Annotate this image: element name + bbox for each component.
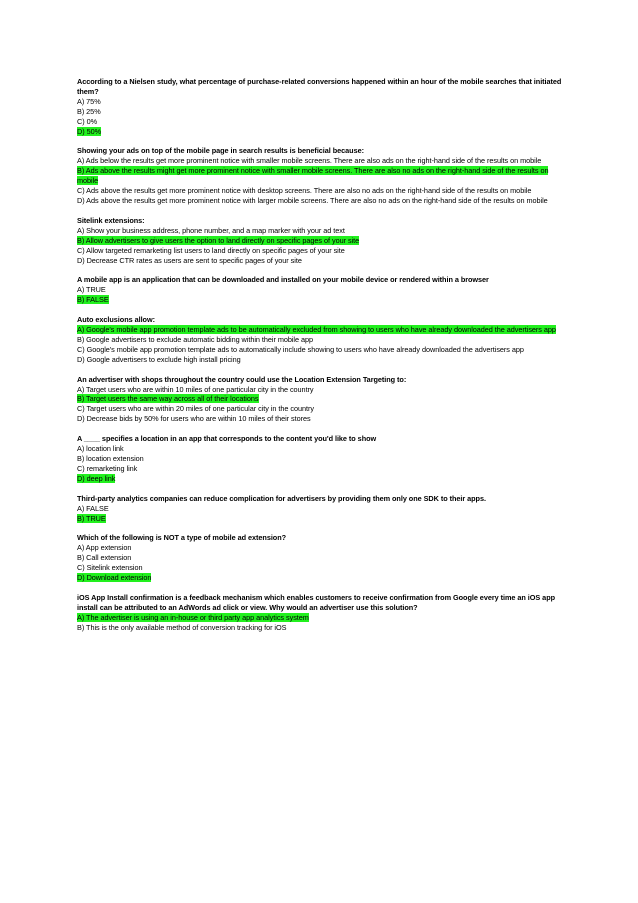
answer-option-text: C) Ads above the results get more prominent notice with desktop screens. There are also no ads on the right-hand side of the results on mobile	[77, 186, 532, 196]
question-text: iOS App Install confirmation is a feedback mechanism which enables customers to receive confirmation from Google every time an iOS app install can be attributed to an AdWords ad click or view. Why would an advertiser use this solution?	[77, 592, 556, 612]
question-text: Third-party analytics companies can reduce complication for advertisers by providing them only one SDK to their apps.	[77, 493, 486, 503]
answer-option	[77, 623, 565, 633]
correct-answer-option	[77, 514, 565, 524]
question-text: Sitelink extensions:	[77, 215, 145, 225]
answer-option	[77, 404, 565, 414]
question-block	[77, 434, 565, 484]
question-text: A mobile app is an application that can be downloaded and installed on your mobile device or rendered within a browser	[77, 275, 489, 285]
correct-answer-option	[77, 573, 565, 583]
answer-option-text: A) App extension	[77, 543, 132, 553]
answer-option	[77, 563, 565, 573]
answer-option-text: C) Target users who are within 20 miles of one particular city in the country	[77, 404, 314, 414]
correct-answer-option	[77, 613, 565, 623]
answer-option	[77, 355, 565, 365]
answer-option	[77, 186, 565, 196]
answer-option	[77, 543, 565, 553]
answer-option-text: D) deep link	[77, 473, 116, 483]
answer-option-text: C) Google's mobile app promotion template ads to automatically include showing to users who have already downloaded the advertisers app	[77, 344, 524, 354]
question-block	[77, 494, 565, 524]
quiz-content	[77, 77, 565, 643]
answer-option-text: A) TRUE	[77, 285, 106, 295]
answer-option-text: D) Google advertisers to exclude high install pricing	[77, 354, 241, 364]
question-text: A ____ specifies a location in an app that corresponds to the content you'd like to show	[77, 434, 377, 444]
answer-option	[77, 345, 565, 355]
answer-option	[77, 97, 565, 107]
answer-option-text: B) 25%	[77, 106, 101, 116]
correct-answer-option	[77, 127, 565, 137]
answer-option	[77, 107, 565, 117]
answer-option-text: A) Show your business address, phone number, and a map marker with your ad text	[77, 225, 345, 235]
answer-option	[77, 196, 565, 206]
answer-option-text: A) Ads below the results get more prominent notice with smaller mobile screens. There are also ads on the right-hand side of the results on mobile	[77, 156, 542, 166]
answer-option-text: D) Decrease bids by 50% for users who are within 10 miles of their stores	[77, 414, 311, 424]
answer-option-text: C) remarketing link	[77, 463, 138, 473]
answer-option	[77, 504, 565, 514]
correct-answer-option	[77, 236, 565, 246]
answer-option	[77, 553, 565, 563]
answer-option-text: A) FALSE	[77, 503, 109, 513]
question-block	[77, 77, 565, 136]
question-text: An advertiser with shops throughout the country could use the Location Extension Targeting to:	[77, 374, 407, 384]
question-block	[77, 275, 565, 305]
answer-option-text: B) Google advertisers to exclude automatic bidding within their mobile app	[77, 334, 314, 344]
question-block	[77, 315, 565, 365]
correct-answer-option	[77, 295, 565, 305]
correct-answer-option	[77, 394, 565, 404]
answer-option	[77, 464, 565, 474]
answer-option	[77, 444, 565, 454]
answer-option-text: A) Google's mobile app promotion template ads to be automatically excluded from showing to users who have already downloaded the advertisers app	[77, 325, 556, 335]
answer-option	[77, 335, 565, 345]
answer-option-text: A) location link	[77, 444, 124, 454]
answer-option	[77, 285, 565, 295]
answer-option-text: C) Sitelink extension	[77, 563, 143, 573]
answer-option	[77, 156, 565, 166]
answer-option-text: C) 0%	[77, 116, 98, 126]
answer-option-text: B) Target users the same way across all of their locations	[77, 394, 259, 404]
question-text: Which of the following is NOT a type of mobile ad extension?	[77, 533, 287, 543]
answer-option-text: A) The advertiser is using an in-house or third party app analytics system	[77, 612, 309, 622]
answer-option	[77, 414, 565, 424]
answer-option-text: A) 75%	[77, 96, 101, 106]
answer-option	[77, 256, 565, 266]
question-block	[77, 375, 565, 425]
answer-option-text: B) Ads above the results might get more prominent notice with smaller mobile screens. There are also no ads on the right-hand side of the results on mobile	[77, 166, 549, 186]
answer-option-text: D) 50%	[77, 126, 102, 136]
question-block	[77, 216, 565, 266]
answer-option-text: B) This is the only available method of conversion tracking for iOS	[77, 622, 287, 632]
question-text: According to a Nielsen study, what percentage of purchase-related conversions happened within an hour of the mobile searches that initiated them?	[77, 77, 562, 96]
question-block	[77, 146, 565, 205]
question-text: Showing your ads on top of the mobile page in search results is beneficial because:	[77, 146, 364, 156]
answer-option	[77, 246, 565, 256]
correct-answer-option	[77, 474, 565, 484]
answer-option-text: B) Allow advertisers to give users the option to land directly on specific pages of your site	[77, 235, 360, 245]
answer-option-text: D) Decrease CTR rates as users are sent to specific pages of your site	[77, 255, 302, 265]
answer-option-text: B) FALSE	[77, 295, 109, 305]
answer-option	[77, 226, 565, 236]
answer-option-text: B) TRUE	[77, 513, 106, 523]
question-block	[77, 593, 565, 633]
answer-option-text: D) Download extension	[77, 573, 152, 583]
correct-answer-option	[77, 325, 565, 335]
answer-option-text: B) Call extension	[77, 553, 132, 563]
answer-option	[77, 454, 565, 464]
answer-option-text: B) location extension	[77, 454, 144, 463]
question-text: Auto exclusions allow:	[77, 315, 155, 325]
answer-option	[77, 385, 565, 395]
answer-option	[77, 117, 565, 127]
answer-option-text: D) Ads above the results get more prominent notice with larger mobile screens. There are also no ads on the right-hand side of the results on mobile	[77, 195, 548, 205]
question-block	[77, 533, 565, 583]
answer-option-text: A) Target users who are within 10 miles of one particular city in the country	[77, 384, 314, 394]
correct-answer-option	[77, 166, 565, 186]
answer-option-text: C) Allow targeted remarketing list users to land directly on specific pages of your site	[77, 245, 345, 255]
